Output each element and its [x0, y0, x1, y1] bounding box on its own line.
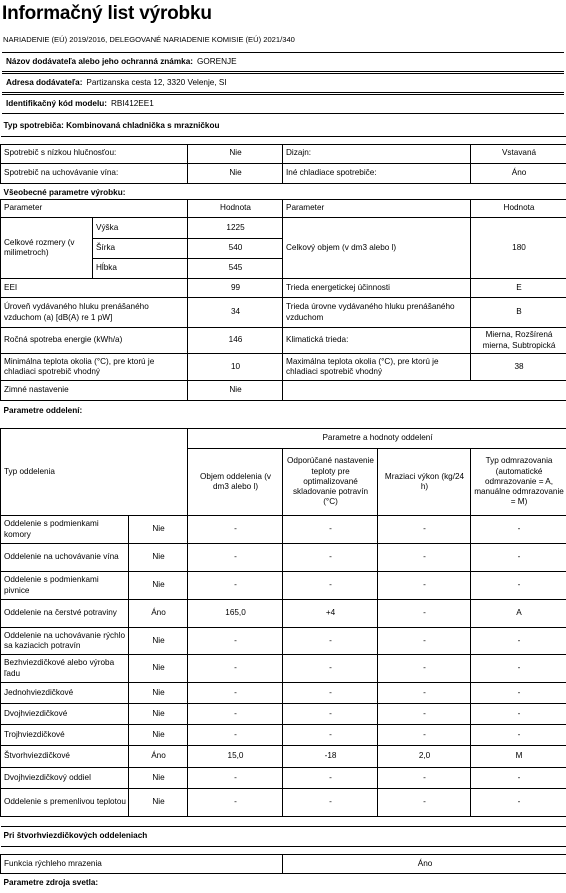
compartment-rows	[1, 516, 566, 817]
noise-class-value: B	[471, 298, 566, 328]
compartment-freezing-capacity: -	[378, 725, 471, 746]
compartment-temp: -	[283, 516, 378, 544]
supplier-address-label: Adresa dodávateľa:	[6, 78, 82, 88]
compartment-temp: -	[283, 572, 378, 600]
compartment-temp: -	[283, 768, 378, 789]
compartment-name: Štvorhviezdičkové	[1, 746, 129, 768]
table-row	[1, 381, 566, 401]
min-ambient-temp-value: 10	[188, 354, 283, 381]
table-row	[1, 516, 566, 544]
compartment-freezing-capacity: -	[378, 572, 471, 600]
appliance-type-value: Kombinovaná chladnička s mrazničkou	[66, 121, 219, 130]
value-column-header: Hodnota	[471, 200, 566, 218]
compartment-volume: -	[188, 655, 283, 683]
compartment-temp: +4	[283, 600, 378, 628]
supplier-address-row	[2, 73, 564, 93]
other-refrigerating-value: Áno	[471, 163, 566, 183]
compartment-defrost-type: -	[471, 704, 566, 725]
compartment-defrost-type: -	[471, 789, 566, 817]
compartment-temp: -	[283, 789, 378, 817]
compartment-defrost-type: -	[471, 572, 566, 600]
compartment-defrost-type: M	[471, 746, 566, 768]
compartment-volume: -	[188, 725, 283, 746]
height-label: Výška	[93, 218, 188, 239]
low-noise-label: Spotrebič s nízkou hlučnosťou:	[1, 144, 188, 163]
defrost-type-header: Typ odmrazovania (automatické odmrazovanie = A, manuálne odmrazovanie = M)	[471, 449, 566, 516]
energy-class-label: Trieda energetickej účinnosti	[283, 279, 471, 298]
general-parameters-table	[0, 199, 566, 421]
recommended-temp-header: Odporúčané nastavenie teploty pre optimalizované skladovanie potravín (°C)	[283, 449, 378, 516]
parameter-column-header: Parameter	[1, 200, 188, 218]
parameter-column-header: Parameter	[283, 200, 471, 218]
light-source-heading: Parametre zdroja svetla:	[1, 874, 566, 893]
design-label: Dizajn:	[283, 144, 471, 163]
max-ambient-temp-value: 38	[471, 354, 566, 381]
compartment-volume: -	[188, 683, 283, 704]
compartment-name: Oddelenie s podmienkami komory	[1, 516, 129, 544]
compartment-present: Nie	[129, 768, 188, 789]
compartment-defrost-type: -	[471, 655, 566, 683]
compartment-volume-header: Objem oddelenia (v dm3 alebo l)	[188, 449, 283, 516]
climate-class-value: Mierna, Rozšírená mierna, Subtropická	[471, 328, 566, 354]
compartment-present: Nie	[129, 516, 188, 544]
supplier-name-row	[2, 52, 564, 72]
compartment-defrost-type: -	[471, 544, 566, 572]
compartments-table	[0, 428, 566, 893]
table-row	[1, 354, 566, 381]
compartment-freezing-capacity: -	[378, 768, 471, 789]
annual-energy-value: 146	[188, 328, 283, 354]
compartment-temp: -	[283, 683, 378, 704]
max-ambient-temp-label: Maximálna teplota okolia (°C), pre ktorú je chladiaci spotrebič vhodný	[283, 354, 471, 381]
depth-label: Hĺbka	[93, 259, 188, 279]
table-row	[1, 279, 566, 298]
compartment-name: Jednohviezdičkové	[1, 683, 129, 704]
compartment-parameters-heading: Parametre oddelení:	[1, 401, 566, 421]
compartment-present: Nie	[129, 789, 188, 817]
width-value: 540	[188, 239, 283, 259]
table-header-row	[1, 429, 566, 449]
fast-freeze-label: Funkcia rýchleho mrazenia	[1, 855, 283, 874]
table-row	[1, 746, 566, 768]
table-row	[1, 704, 566, 725]
table-row	[1, 163, 566, 183]
model-id-value: RBI412EE1	[111, 99, 154, 109]
table-row	[1, 768, 566, 789]
compartment-present: Nie	[129, 704, 188, 725]
eei-value: 99	[188, 279, 283, 298]
value-column-header: Hodnota	[188, 200, 283, 218]
compartment-present: Áno	[129, 746, 188, 768]
compartment-volume: -	[188, 516, 283, 544]
winter-setting-value: Nie	[188, 381, 283, 401]
noise-emission-label: Úroveň vydávaného hluku prenášaného vzduchom (a) [dB(A) re 1 pW]	[1, 298, 188, 328]
noise-emission-value: 34	[188, 298, 283, 328]
freezing-capacity-header: Mraziaci výkon (kg/24 h)	[378, 449, 471, 516]
compartment-name: Oddelenie na uchovávanie vína	[1, 544, 129, 572]
compartment-temp: -18	[283, 746, 378, 768]
compartment-defrost-type: -	[471, 628, 566, 655]
table-row	[1, 683, 566, 704]
compartment-freezing-capacity: -	[378, 516, 471, 544]
four-star-heading: Pri štvorhviezdičkových oddeleniach	[1, 827, 566, 847]
appliance-type-heading	[1, 117, 566, 136]
supplier-name-label: Názov dodávateľa alebo jeho ochranná známka:	[6, 57, 193, 67]
compartment-present: Nie	[129, 683, 188, 704]
compartment-temp: -	[283, 725, 378, 746]
compartment-freezing-capacity: -	[378, 683, 471, 704]
compartment-freezing-capacity: -	[378, 655, 471, 683]
fast-freeze-value: Áno	[283, 855, 566, 874]
compartment-freezing-capacity: -	[378, 628, 471, 655]
compartment-defrost-type: -	[471, 768, 566, 789]
compartment-present: Nie	[129, 725, 188, 746]
compartment-freezing-capacity: -	[378, 544, 471, 572]
compartment-volume: -	[188, 704, 283, 725]
wine-storage-label: Spotrebič na uchovávanie vína:	[1, 163, 188, 183]
compartment-defrost-type: A	[471, 600, 566, 628]
eei-label: EEI	[1, 279, 188, 298]
wine-storage-value: Nie	[188, 163, 283, 183]
compartment-freezing-capacity: 2,0	[378, 746, 471, 768]
height-value: 1225	[188, 218, 283, 239]
table-row	[1, 218, 566, 239]
table-row	[1, 298, 566, 328]
energy-class-value: E	[471, 279, 566, 298]
compartment-present: Nie	[129, 628, 188, 655]
compartment-temp: -	[283, 544, 378, 572]
table-row	[1, 144, 566, 163]
compartment-temp: -	[283, 655, 378, 683]
compartment-volume: -	[188, 768, 283, 789]
compartment-present: Nie	[129, 655, 188, 683]
compartment-temp: -	[283, 704, 378, 725]
compartment-defrost-type: -	[471, 516, 566, 544]
appliance-type-row	[1, 117, 566, 136]
compartment-parameters-header: Parametre a hodnoty oddelení	[188, 429, 566, 449]
model-id-row	[2, 94, 564, 114]
compartment-volume: -	[188, 628, 283, 655]
table-row	[1, 655, 566, 683]
width-label: Šírka	[93, 239, 188, 259]
low-noise-value: Nie	[188, 144, 283, 163]
table-row	[1, 572, 566, 600]
compartment-volume: -	[188, 544, 283, 572]
regulation-reference: NARIADENIE (EÚ) 2019/2016, DELEGOVANÉ NARIADENIE KOMISIE (EÚ) 2021/340	[3, 35, 295, 44]
min-ambient-temp-label: Minimálna teplota okolia (°C), pre ktorú je chladiaci spotrebič vhodný	[1, 354, 188, 381]
compartment-freezing-capacity: -	[378, 600, 471, 628]
total-volume-label: Celkový objem (v dm3 alebo l)	[283, 218, 471, 279]
compartment-defrost-type: -	[471, 725, 566, 746]
compartment-volume: 15,0	[188, 746, 283, 768]
table-row	[1, 789, 566, 817]
table-row	[1, 628, 566, 655]
compartment-type-header: Typ oddelenia	[1, 429, 188, 516]
compartment-name: Trojhviezdičkové	[1, 725, 129, 746]
total-volume-value: 180	[471, 218, 566, 279]
compartment-freezing-capacity: -	[378, 704, 471, 725]
compartment-freezing-capacity: -	[378, 789, 471, 817]
compartment-present: Nie	[129, 572, 188, 600]
compartment-name: Oddelenie s premenlivou teplotou	[1, 789, 129, 817]
compartment-name: Oddelenie na uchovávanie rýchlo sa kaziacich potravín	[1, 628, 129, 655]
compartment-volume: 165,0	[188, 600, 283, 628]
dimensions-label: Celkové rozmery (v milimetroch)	[1, 218, 93, 279]
table-row	[1, 544, 566, 572]
general-parameters-heading: Všeobecné parametre výrobku:	[1, 183, 566, 203]
winter-setting-label: Zimné nastavenie	[1, 381, 188, 401]
compartment-volume: -	[188, 572, 283, 600]
compartment-present: Nie	[129, 544, 188, 572]
page-title: Informačný list výrobku	[2, 2, 212, 26]
design-value: Vstavaná	[471, 144, 566, 163]
table-row	[1, 600, 566, 628]
compartment-volume: -	[188, 789, 283, 817]
compartment-name: Dvojhviezdičkové	[1, 704, 129, 725]
depth-value: 545	[188, 259, 283, 279]
noise-class-label: Trieda úrovne vydávaného hluku prenášaného vzduchom	[283, 298, 471, 328]
other-refrigerating-label: Iné chladiace spotrebiče:	[283, 163, 471, 183]
compartment-name: Oddelenie s podmienkami pivnice	[1, 572, 129, 600]
compartment-name: Oddelenie na čerstvé potraviny	[1, 600, 129, 628]
climate-class-label: Klimatická trieda:	[283, 328, 471, 354]
supplier-address-value: Partizanska cesta 12, 3320 Velenje, SI	[86, 78, 226, 88]
compartment-name: Dvojhviezdičkový oddiel	[1, 768, 129, 789]
supplier-name-value: GORENJE	[197, 57, 237, 67]
compartment-name: Bezhviezdičkové alebo výroba ľadu	[1, 655, 129, 683]
compartment-present: Áno	[129, 600, 188, 628]
appliance-type-label: Typ spotrebiča:	[4, 121, 64, 130]
compartment-defrost-type: -	[471, 683, 566, 704]
model-id-label: Identifikačný kód modelu:	[6, 99, 107, 109]
annual-energy-label: Ročná spotreba energie (kWh/a)	[1, 328, 188, 354]
table-row	[1, 328, 566, 354]
appliance-type-table	[0, 117, 566, 203]
compartment-temp: -	[283, 628, 378, 655]
table-row	[1, 855, 566, 874]
table-row	[1, 725, 566, 746]
table-header-row	[1, 200, 566, 218]
